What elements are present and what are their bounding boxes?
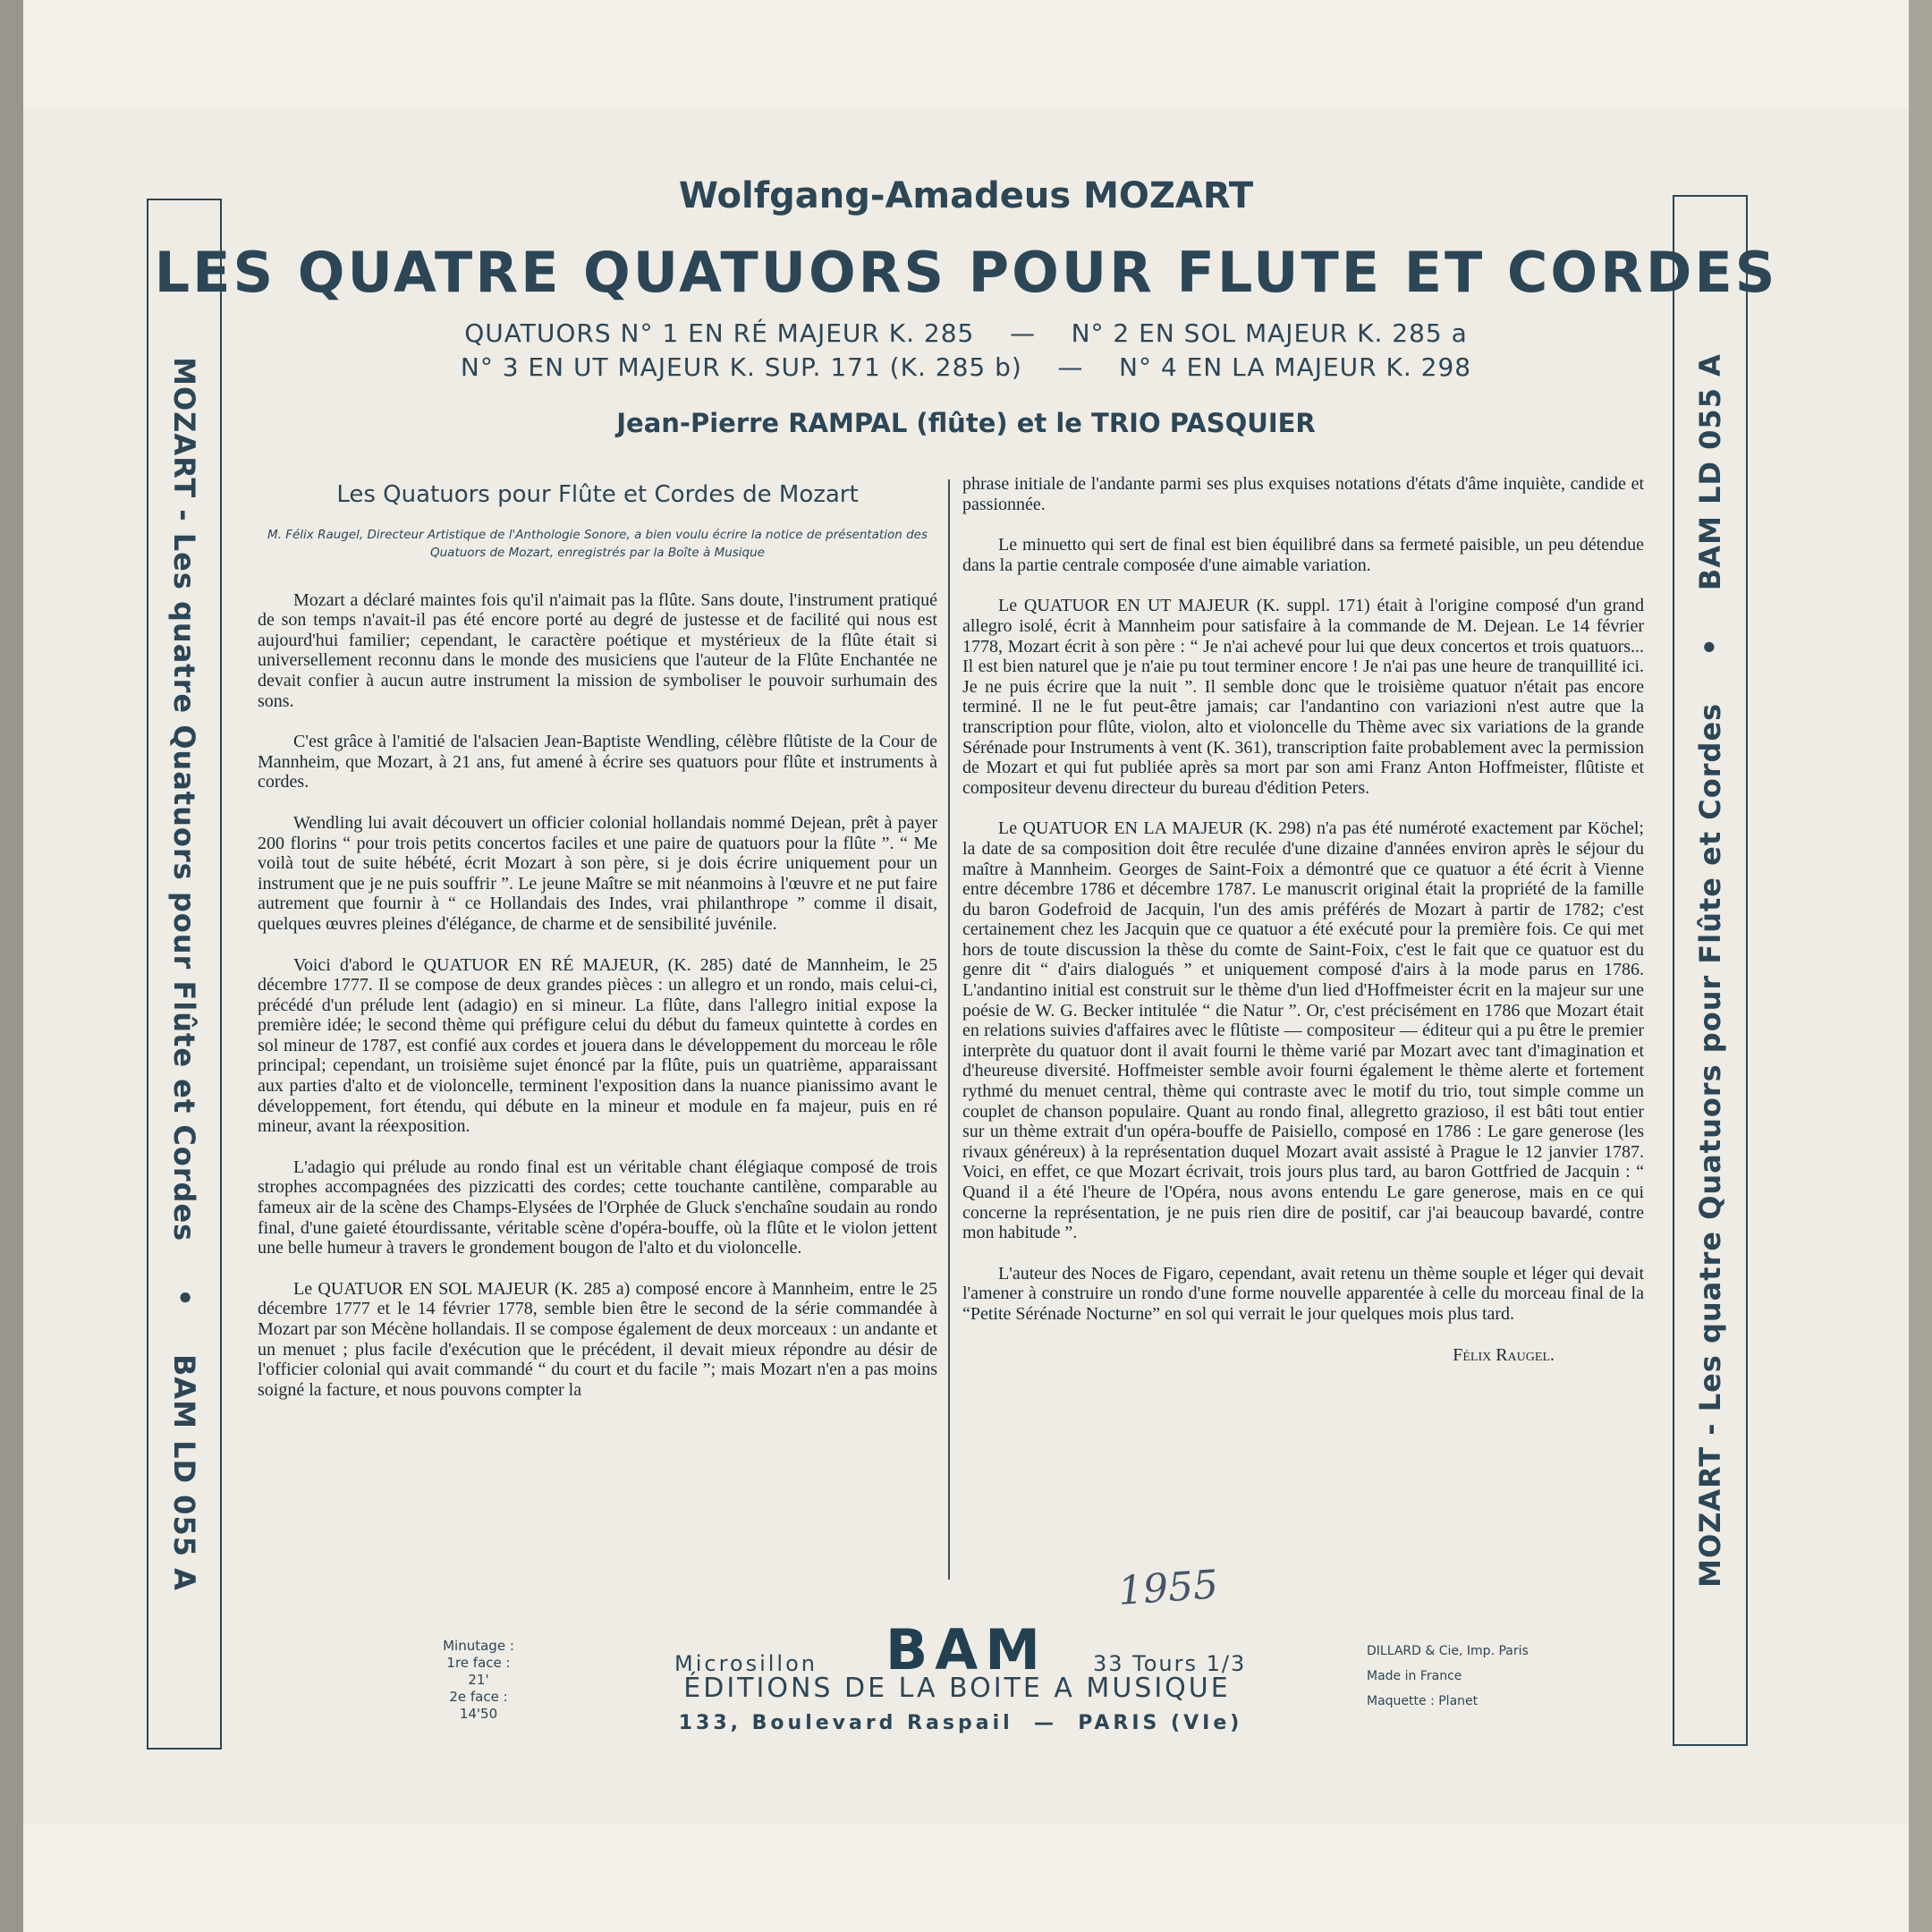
notice-credit: M. Félix Raugel, Directeur Artistique de l'Anthologie Sonore, a bien voulu écrire la notice de présentation des Quatuors de Mozart, enregistrés par la Boîte à Musique <box>267 527 928 560</box>
printer-block <box>1367 1639 1529 1714</box>
brand-logo: BAM <box>886 1617 1047 1682</box>
microsillon-label: Microsillon <box>674 1651 818 1676</box>
printer-name: DILLARD & Cie, Imp. Paris <box>1367 1644 1529 1658</box>
speed-label: 33 Tours 1/3 <box>1093 1651 1247 1676</box>
column-divider <box>948 479 950 1580</box>
notice-paragraph: Le QUATUOR EN UT MAJEUR (K. suppl. 171) était à l'origine composé d'un grand allegro isolé, écrit à Mannheim pour satisfaire à la commande de M. Dejean. Le 14 février 1778, Mozart écrit à son père : “ Je n'ai achevé pour lui que deux concertos et trois quatuors... Il est bien naturel que je n'aie pu tout terminer encore ! Je n'ai pas une heure de tranquillité ici. Je ne puis écrire que la nuit ”. Il semble donc que le troisième quatuor n'était pas encore terminé. Il ne le fut peut-être jamais; car l'andantino con variazioni n'est autre que la transcription pour flûte, violon, alto et violoncelle du Thème avec six variations de la grande Sérénade pour Instruments à vent (K. 361), transcription faite probablement avec la permission de Mozart et qui fut publiée après sa mort par son ami Franz Anton Hoffmeister, flûtiste et compositeur devenu directeur du bureau d'édition Peters. <box>962 596 1644 798</box>
works-line-1: QUATUORS N° 1 EN RÉ MAJEUR K. 285 — N° 2 EN SOL MAJEUR K. 285 a <box>464 318 1468 348</box>
spine-left-title: MOZART - Les quatre Quatuors pour Flûte et Cordes <box>167 357 201 1242</box>
notice-paragraph: Le QUATUOR EN SOL MAJEUR (K. 285 a) composé encore à Mannheim, entre le 25 décembre 1777 et le 14 février 1778, semble bien être le second de la série commandée à Mozart par son Mécène hollandais. Il se compose également de deux morceaux : un andante et un menuet ; plus facile d'exécution que le précédent, il devait mieux répondre au désir de l'officier colonial qui avait commandé “ du court et du facile ”; mais Mozart n'en a pas moins soigné la facture, et nous pouvons compter la <box>258 1278 937 1400</box>
minutage-label: Minutage : <box>443 1638 514 1654</box>
works-line-2: N° 3 EN UT MAJEUR K. SUP. 171 (K. 285 b) — N° 4 EN LA MAJEUR K. 298 <box>460 352 1472 382</box>
album-title: LES QUATRE QUATUORS POUR FLUTE ET CORDES <box>154 240 1778 305</box>
notice-paragraph: L'auteur des Noces de Figaro, cependant, avait retenu un thème souple et léger qui devait l'amener à construire un rondo d'une forme nouvelle apparentée à celle du morceau final de la “Petite Sérénade Nocturne” en sol qui verrait le jour quelques mois plus tard. <box>962 1263 1644 1324</box>
notice-column-right <box>962 474 1644 1385</box>
face2-label: 2e face : <box>449 1689 508 1705</box>
notice-column-left <box>258 481 937 1420</box>
top-flap <box>0 0 1932 110</box>
spine-left-catalog: BAM LD 055 A <box>167 1353 201 1591</box>
notice-paragraph: phrase initiale de l'andante parmi ses plus exquises notations d'états d'âme inquiète, candide et passionnée. <box>962 474 1644 514</box>
publisher-address: 133, Boulevard Raspail — PARIS (VIe) <box>678 1712 1243 1734</box>
maquette-credit: Maquette : Planet <box>1367 1694 1479 1708</box>
made-in-france: Made in France <box>1367 1669 1462 1683</box>
spine-left-dot: • <box>167 1288 201 1308</box>
minutage-block <box>411 1639 546 1724</box>
notice-paragraph: Mozart a déclaré maintes fois qu'il n'aimait pas la flûte. Sans doute, l'instrument pratiqué de son temps n'avait-il pas été encore porté au degré de justesse et de facilité qui nous est aujourd'hui familier; cependant, le caractère poétique et mystérieux de la flûte était si universellement reconnu dans le monde des musiciens que l'auteur de la Flûte Enchantée ne devait confier à aucun autre instrument la mission de symboliser le pouvoir surhumain des sons. <box>258 589 937 711</box>
notice-paragraph: Voici d'abord le QUATUOR EN RÉ MAJEUR, (K. 285) daté de Mannheim, le 25 décembre 1777. Il se compose de deux grandes pièces : un allegro et un rondo, mais celui-ci, précédé d'un prélude lent (adagio) en si mineur. La flûte, dans l'allegro initial expose la première idée; le second thème qui préfigure celui du début du fameux quintette à cordes en sol mineur de 1787, est confié aux cordes et jouera dans le développement du morceau le rôle principal; cependant, un troisième sujet énoncé par la flûte, puis un quatrième, apparaissant aux parties d'alto et de violoncelle, terminent l'exposition dans la nuance pianissimo avant le développement, fort étendu, qui débute en la mineur et module en fa majeur, puis en ré mineur, avant la réexposition. <box>258 954 937 1137</box>
handwritten-year: 1955 <box>1116 1562 1220 1614</box>
notice-paragraph: Le QUATUOR EN LA MAJEUR (K. 298) n'a pas été numéroté exactement par Köchel; la date de sa composition doit être reculée d'une dizaine d'années environ après le séjour du maître à Mannheim. Georges de Saint-Foix a démontré que ce quatuor a été écrit à Vienne entre décembre 1786 et décembre 1787. Le manuscrit original était la propriété de la famille du baron Godefroid de Jacquin, l'un des amis préférés de Mozart à partir de 1782; c'est certainement chez les Jacquin que ce quatuor a été exécuté pour la première fois. Ce qui met hors de toute discussion la thèse du comte de Saint-Foix, c'est le fait que ce quatuor est du genre dit “ d'airs dialogués ” et uniquement composé d'airs à la mode parus en 1786. L'andantino initial est construit sur le thème d'un lied d'Hoffmeister écrit en la majeur sur une poésie de W. G. Becker intitulée “ die Natur ”. Or, c'est précisément en 1786 que Mozart était en relations suivies d'affaires avec le flûtiste — compositeur — éditeur qui a pu être le premier interprète du quatuor dont il avait fourni le thème varié par Mozart avec tant d'imagination et d'heureuse diversité. Hoffmeister semble avoir fourni également le thème alerte et fortement rythmé du menuet central, thème qui contraste avec le motif du trio, tout simple comme un couplet de chanson populaire. Quant au rondo final, allegretto grazioso, il est bâti tout entier sur un thème extrait d'un opéra-bouffe de Paisiello, composé en 1786 : Le gare generose (les rivaux généreux) à la représentation duquel Mozart avait assisté à Prague le 12 janvier 1787. Voici, en effet, ce que Mozart écrivait, trois jours plus tard, au baron Gottfried de Jacquin : “ Quand il a été l'heure de l'Opéra, nous avons entendu Le gare generose, mais en ce qui concerne la représentation, je ne puis rien dire de positif, car j'ai beaucoup bavardé, contre mon habitude ”. <box>962 818 1644 1243</box>
notice-paragraph: Wendling lui avait découvert un officier colonial hollandais nommé Dejean, prêt à payer 200 florins “ pour trois petits concertos faciles et une paire de quatuors pour la flûte ”. “ Me voilà tout de suite hébété, écrit Mozart à son père, si je dois écrire uniquement pour un instrument que je ne puis souffrir ”. Le jeune Maître se mit néanmoins à l'œuvre et ne put faire autrement que fournir à “ ce Hollandais des Indes, vrai philanthrope ” comme il disait, quelques œuvres pleines d'élégance, de charme et de sensibilité juvénile. <box>258 812 937 934</box>
spine-right-catalog: BAM LD 055 A <box>1693 353 1727 591</box>
publisher-name: ÉDITIONS DE LA BOITE A MUSIQUE <box>683 1673 1231 1704</box>
notice-paragraph: L'adagio qui prélude au rondo final est un véritable chant élégiaque composé de trois strophes accompagnées des pizzicatti des cordes; cette touchante cantilène, comparable au fameux air de la scène des Champs-Elysées de l'Orphée de Gluck s'enchaîne soudain au rondo final, d'une gaieté étourdissante, véritable scène d'opéra-bouffe, où la flûte et le violon jettent une belle humeur à travers le grondement bougon de l'alto et du violoncelle. <box>258 1157 937 1258</box>
performers: Jean-Pierre RAMPAL (flûte) et le TRIO PASQUIER <box>616 408 1316 438</box>
face1-label: 1re face : <box>446 1655 511 1671</box>
bottom-flap <box>0 1822 1932 1932</box>
notice-paragraph: C'est grâce à l'amitié de l'alsacien Jean-Baptiste Wendling, célèbre flûtiste de la Cour de Mannheim, que Mozart, à 21 ans, fut amené à écrire ses quatuors pour flûte et instruments à cordes. <box>258 732 937 792</box>
spine-right-title: MOZART - Les quatre Quatuors pour Flûte et Cordes <box>1693 702 1727 1588</box>
spine-right-dot: • <box>1693 637 1727 657</box>
notice-signature: Félix Raugel. <box>1453 1344 1555 1365</box>
notice-paragraph: Le minuetto qui sert de final est bien équilibré dans sa fermeté paisible, un peu détendue dans la partie centrale composée d'une aimable variation. <box>962 535 1644 575</box>
face1-time: 21' <box>468 1672 489 1688</box>
notice-heading: Les Quatuors pour Flûte et Cordes de Mozart <box>336 481 859 508</box>
composer-name: Wolfgang-Amadeus MOZART <box>678 175 1254 216</box>
face2-time: 14'50 <box>459 1706 498 1722</box>
